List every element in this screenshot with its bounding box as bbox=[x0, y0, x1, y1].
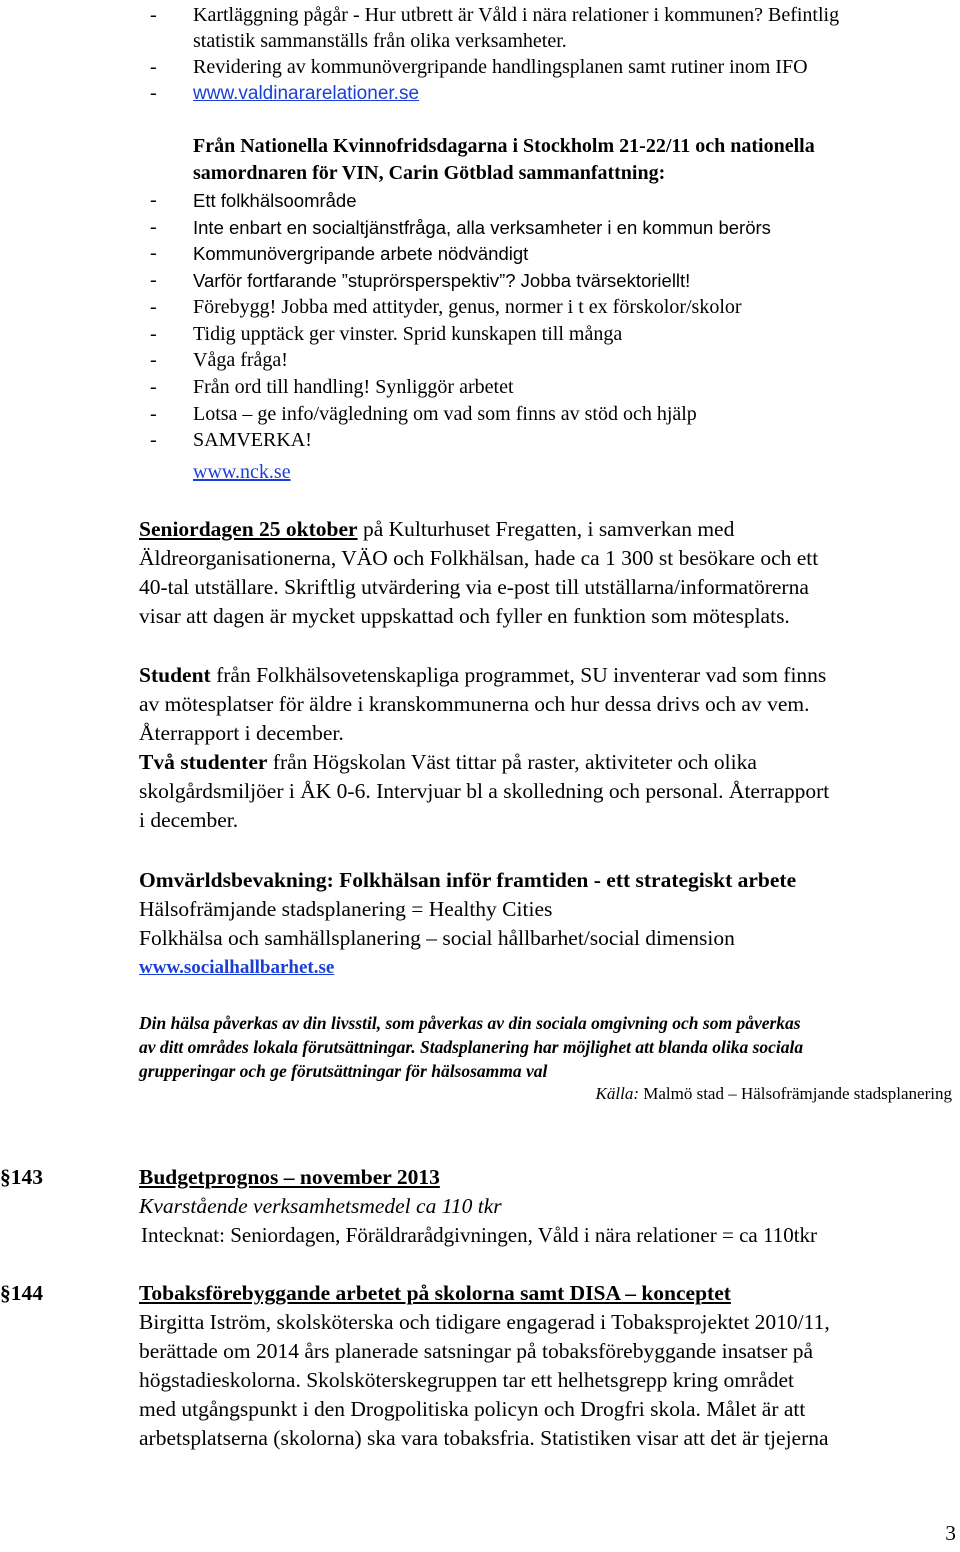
studenter-line-1 bbox=[139, 748, 757, 778]
quote-line-1: Din hälsa påverkas av din livsstil, som påverkas av din sociala omgivning och som påverkas bbox=[139, 1013, 801, 1033]
item-144-title: Tobaksförebyggande arbetet på skolorna samt DISA – konceptet bbox=[139, 1281, 731, 1305]
page-number: 3 bbox=[945, 1521, 956, 1545]
item-144-line-4: med utgångspunkt i den Drogpolitiska policyn och Drogfri skola. Målet är att bbox=[139, 1397, 806, 1421]
seniordagen-line-2: Äldreorganisationerna, VÄO och Folkhälsan, hade ca 1 300 st besökare och ett bbox=[139, 546, 819, 570]
nationella-list-item: Våga fråga! bbox=[193, 349, 288, 372]
item-143-title: Budgetprognos – november 2013 bbox=[139, 1165, 440, 1189]
top-list-item-2: Revidering av kommunövergripande handlingsplanen samt rutiner inom IFO bbox=[193, 56, 808, 78]
dash: - bbox=[150, 295, 157, 318]
socialhallbarhet-link[interactable]: www.socialhallbarhet.se bbox=[139, 957, 335, 978]
item-144-line-3: högstadieskolorna. Skolsköterskegruppen tar ett helhetsgrepp kring området bbox=[139, 1368, 794, 1392]
nationella-heading-line-1: Från Nationella Kvinnofridsdagarna i Stockholm 21-22/11 och nationella bbox=[193, 135, 815, 157]
quote-source bbox=[596, 1082, 952, 1106]
quote-line-3: grupperingar och ge förutsättningar för hälsosamma val bbox=[139, 1061, 548, 1081]
student-text: från Folkhälsovetenskapliga programmet, SU inventerar vad som finns bbox=[210, 663, 827, 687]
nationella-list-item: Tidig upptäck ger vinster. Sprid kunskapen till många bbox=[193, 322, 623, 345]
dash: - bbox=[150, 269, 157, 292]
seniordagen-line-3: 40-tal utställare. Skriftlig utvärdering via e-post till utställarna/informatörerna bbox=[139, 575, 809, 599]
student-line-2: av mötesplatser för äldre i kranskommunerna och hur dessa drivs och av vem. bbox=[139, 692, 810, 716]
nationella-list-item: Från ord till handling! Synliggör arbetet bbox=[193, 375, 514, 398]
nationella-list-item: SAMVERKA! bbox=[193, 429, 312, 452]
omvarld-line-2: Folkhälsa och samhällsplanering – social hållbarhet/social dimension bbox=[139, 926, 735, 950]
item-143-line-1: Kvarstående verksamhetsmedel ca 110 tkr bbox=[139, 1194, 502, 1218]
dash: - bbox=[150, 375, 157, 398]
nck-link[interactable]: www.nck.se bbox=[193, 461, 291, 483]
top-list-item-1-line-2: statistik sammanställs från olika verksamheter. bbox=[193, 30, 567, 52]
dash: - bbox=[150, 349, 157, 372]
quote-line-2: av ditt områdes lokala förutsättningar. Stadsplanering har möjlighet att blanda olika sociala bbox=[139, 1037, 804, 1057]
nationella-list-item: Inte enbart en socialtjänstfråga, alla verksamheter i en kommun berörs bbox=[193, 216, 771, 238]
seniordagen-line-4: visar att dagen är mycket uppskattad och fyller en funktion som mötesplats. bbox=[139, 604, 790, 628]
item-144-line-2: berättade om 2014 års planerade satsningar på tobaksförebyggande insatser på bbox=[139, 1339, 814, 1363]
student-line-1 bbox=[139, 661, 826, 691]
dash: - bbox=[150, 56, 157, 78]
dash: - bbox=[150, 215, 157, 238]
item-144-line-1: Birgitta Iström, skolsköterska och tidigare engagerad i Tobaksprojektet 2010/11, bbox=[139, 1310, 830, 1334]
omvarld-heading: Omvärldsbevakning: Folkhälsan inför framtiden - ett strategiskt arbete bbox=[139, 868, 797, 892]
student-line-3: Återrapport i december. bbox=[139, 721, 344, 745]
studenter-line-3: i december. bbox=[139, 808, 239, 832]
item-144-number: §144 bbox=[0, 1281, 43, 1305]
seniordagen-text: på Kulturhuset Fregatten, i samverkan med bbox=[357, 517, 735, 541]
dash: - bbox=[150, 402, 157, 425]
nationella-heading-line-2: samordnaren för VIN, Carin Götblad sammanfattning: bbox=[193, 162, 666, 184]
nationella-list-item: Förebygg! Jobba med attityder, genus, normer i t ex förskolor/skolor bbox=[193, 295, 742, 318]
dash: - bbox=[150, 4, 157, 26]
valdinararelationer-link[interactable]: www.valdinararelationer.se bbox=[193, 83, 420, 104]
seniordagen-line-1 bbox=[139, 515, 734, 545]
item-143-number: §143 bbox=[0, 1165, 43, 1189]
source-text: Malmö stad – Hälsofrämjande stadsplanering bbox=[638, 1084, 952, 1103]
top-list-item-1-line-1: Kartläggning pågår - Hur utbrett är Våld i nära relationer i kommunen? Befintlig bbox=[193, 4, 840, 26]
item-143-line-2: Intecknat: Seniordagen, Föräldrarådgivningen, Våld i nära relationer = ca 110tkr bbox=[141, 1223, 818, 1247]
item-144-line-5: arbetsplatserna (skolorna) ska vara tobaksfria. Statistiken visar att det är tjejerna bbox=[139, 1426, 829, 1450]
dash: - bbox=[150, 322, 157, 345]
dash: - bbox=[150, 82, 157, 104]
studenter-title: Två studenter bbox=[139, 750, 268, 774]
dash: - bbox=[150, 242, 157, 265]
omvarld-line-1: Hälsofrämjande stadsplanering = Healthy Cities bbox=[139, 897, 553, 921]
source-label: Källa: bbox=[595, 1084, 639, 1103]
seniordagen-title: Seniordagen 25 oktober bbox=[139, 517, 358, 541]
nationella-list-item: Ett folkhälsoområde bbox=[193, 190, 357, 211]
nationella-list-item: Kommunövergripande arbete nödvändigt bbox=[193, 243, 529, 265]
student-title: Student bbox=[139, 663, 211, 687]
studenter-line-2: skolgårdsmiljöer i ÅK 0-6. Intervjuar bl a skolledning och personal. Återrapport bbox=[139, 779, 830, 803]
nationella-list-item: Lotsa – ge info/vägledning om vad som finns av stöd och hjälp bbox=[193, 402, 697, 425]
nationella-list-item: Varför fortfarande ”stuprörsperspektiv”? Jobba tvärsektoriellt! bbox=[193, 270, 691, 292]
dash: - bbox=[150, 429, 157, 452]
studenter-text: från Högskolan Väst tittar på raster, aktiviteter och olika bbox=[267, 750, 757, 774]
dash: - bbox=[150, 189, 157, 211]
